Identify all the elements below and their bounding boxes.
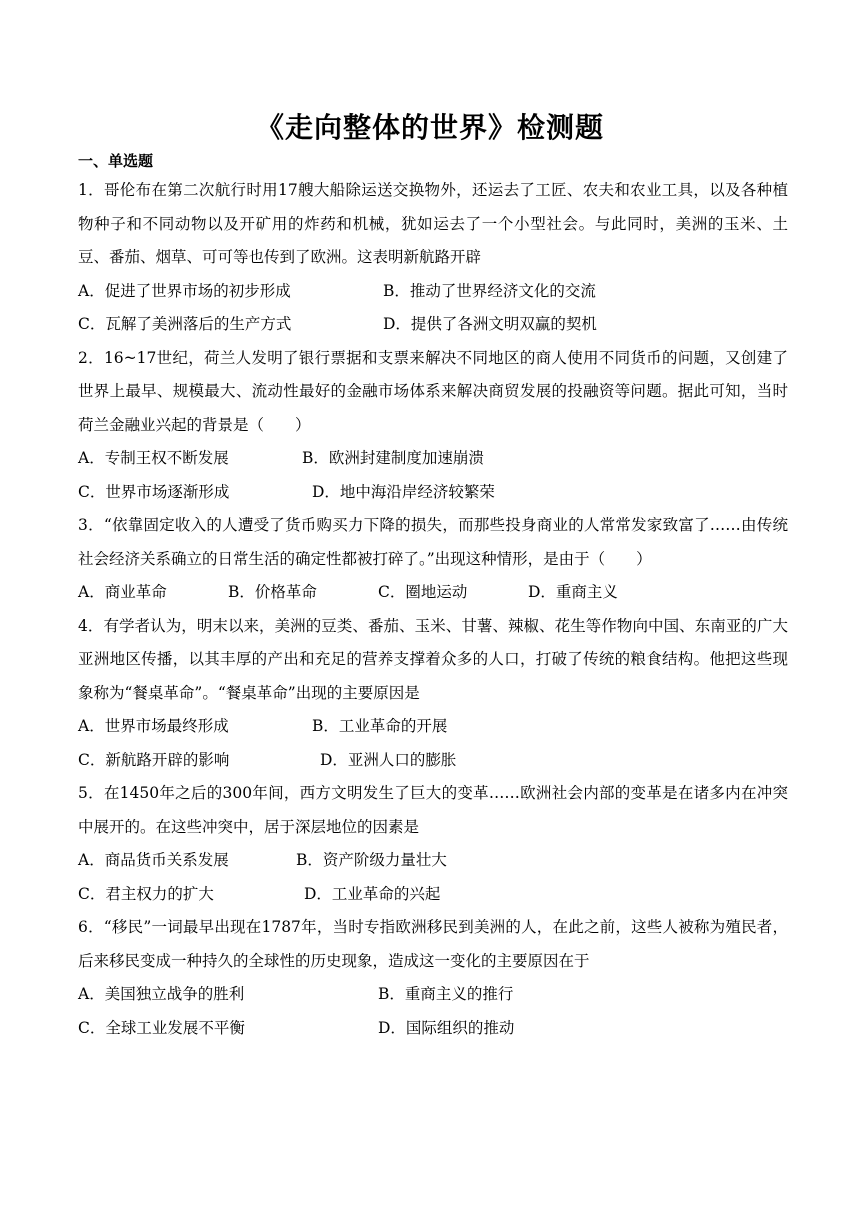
option-b: B．资产阶级力量壮大 bbox=[296, 851, 447, 869]
document-title: 《走向整体的世界》检测题 bbox=[255, 111, 604, 144]
question-stem: 2．16~17世纪，荷兰人发明了银行票据和支票来解决不同地区的商人使用不同货币的问题，又创建了世界上最早、规模最大、流动性最好的金融市场体系来解决商贸发展的投融资等问题。据此可知，当时荷兰金融业兴起的背景是（ ） bbox=[78, 348, 788, 434]
question-list bbox=[78, 174, 788, 1045]
question-6 bbox=[78, 911, 788, 1045]
option-a: A．世界市场最终形成 bbox=[78, 717, 229, 735]
option-d: D．提供了各洲文明双赢的契机 bbox=[383, 315, 597, 333]
option-row bbox=[78, 744, 788, 778]
question-stem: 5．在1450年之后的300年间，西方文明发生了巨大的变革……欧洲社会内部的变革是在诸多内在冲突中展开的。在这些冲突中，居于深层地位的因素是 bbox=[78, 784, 788, 836]
option-c: C．君主权力的扩大 bbox=[78, 884, 214, 903]
option-c: C．瓦解了美洲落后的生产方式 bbox=[78, 315, 292, 333]
option-row bbox=[78, 1012, 788, 1046]
option-row bbox=[78, 476, 788, 510]
section-heading: 一、单选题 bbox=[78, 152, 154, 170]
question-2 bbox=[78, 342, 788, 510]
option-a: A．促进了世界市场的初步形成 bbox=[78, 281, 291, 300]
option-b: B．欧洲封建制度加速崩溃 bbox=[302, 449, 484, 467]
option-c: C．新航路开辟的影响 bbox=[78, 750, 230, 769]
question-1 bbox=[78, 174, 788, 342]
question-stem: 1．哥伦布在第二次航行时用17艘大船除运送交换物外，还运去了工匠、农夫和农业工具，以及各种植物种子和不同动物以及开矿用的炸药和机械，犹如运去了一个小型社会。与此同时，美洲的玉米、土豆、番茄、烟草、可可等也传到了欧洲。这表明新航路开辟 bbox=[78, 181, 788, 266]
option-c: C．全球工业发展不平衡 bbox=[78, 1018, 245, 1037]
option-a: A．商业革命 bbox=[78, 583, 167, 601]
question-3 bbox=[78, 509, 788, 610]
option-row bbox=[78, 275, 788, 309]
question-4 bbox=[78, 610, 788, 778]
option-row bbox=[78, 844, 788, 878]
option-b: B．价格革命 bbox=[228, 583, 317, 601]
option-d: D．地中海沿岸经济较繁荣 bbox=[312, 482, 495, 501]
option-a: A．商品货币关系发展 bbox=[78, 851, 229, 869]
option-b: B．工业革命的开展 bbox=[312, 717, 448, 735]
option-d: D．重商主义 bbox=[528, 583, 618, 601]
question-5 bbox=[78, 777, 788, 911]
option-b: B．推动了世界经济文化的交流 bbox=[383, 281, 596, 300]
question-stem: 3．“依靠固定收入的人遭受了货币购买力下降的损失，而那些投身商业的人常常发家致富了……由传统社会经济关系确立的日常生活的确定性都被打碎了。”出现这种情形，是由于（ ） bbox=[78, 516, 788, 568]
option-c: C．圈地运动 bbox=[378, 583, 468, 601]
question-stem: 4．有学者认为，明末以来，美洲的豆类、番茄、玉米、甘薯、辣椒、花生等作物向中国、东南亚的广大亚洲地区传播，以其丰厚的产出和充足的营养支撑着众多的人口，打破了传统的粮食结构。他把这些现象称为“餐桌革命”。“餐桌革命”出现的主要原因是 bbox=[78, 616, 788, 702]
option-d: D．工业革命的兴起 bbox=[304, 884, 441, 903]
option-row bbox=[78, 710, 788, 744]
option-a: A．专制王权不断发展 bbox=[78, 449, 229, 467]
option-a: A．美国独立战争的胜利 bbox=[78, 985, 245, 1003]
option-row bbox=[78, 576, 788, 610]
option-d: D．国际组织的推动 bbox=[378, 1018, 515, 1037]
option-c: C．世界市场逐渐形成 bbox=[78, 482, 230, 501]
question-stem: 6．“移民”一词最早出现在1787年，当时专指欧洲移民到美洲的人，在此之前，这些人被称为殖民者，后来移民变成一种持久的全球性的历史现象，造成这一变化的主要原因在于 bbox=[78, 918, 788, 970]
option-row bbox=[78, 308, 788, 342]
option-d: D．亚洲人口的膨胀 bbox=[320, 750, 457, 769]
option-row bbox=[78, 878, 788, 912]
option-row bbox=[78, 442, 788, 476]
option-b: B．重商主义的推行 bbox=[378, 985, 514, 1003]
option-row bbox=[78, 978, 788, 1012]
